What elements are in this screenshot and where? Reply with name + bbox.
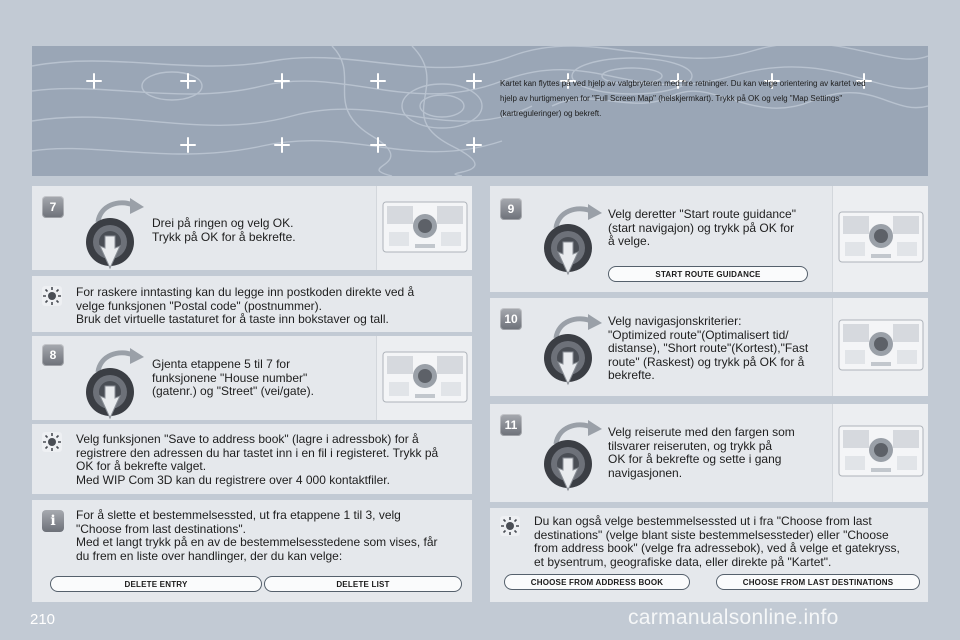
start-route-guidance-button[interactable]: START ROUTE GUIDANCE xyxy=(608,266,808,282)
step-7-text: Drei på ringen og velg OK. Trykk på OK for å bekrefte. xyxy=(152,216,296,244)
step-10-panel xyxy=(490,298,928,396)
head-unit-icon xyxy=(832,186,928,292)
step-10-text: Velg navigasjonskriterier: "Optimized route"(Optimalisert tid/ distanse), "Short route"(Kortest),"Fast route" (Raskest) og trykk på OK for å bekrefte. xyxy=(608,314,809,382)
info-icon: i xyxy=(42,510,64,532)
rotary-dial-icon xyxy=(536,308,616,388)
step-badge: 10 xyxy=(500,308,522,330)
step-badge: 11 xyxy=(500,414,522,436)
tip-postcode-panel xyxy=(32,276,472,332)
watermark: carmanualsonline.info xyxy=(628,606,839,629)
step-badge: 9 xyxy=(500,198,522,220)
step-7-panel xyxy=(32,186,472,270)
step-8-text: Gjenta etappene 5 til 7 for funksjonene "House number" (gatenr.) og "Street" (vei/gate). xyxy=(152,357,314,398)
head-unit-icon xyxy=(832,404,928,502)
map-note: Kartet kan flyttes på ved hjelp av valgbryteren med fire retninger. Du kan velge orientering av kartet ved hjelp av hurtigmenyen for "Full Screen Map" (helskjermkart). Trykk på OK og velg "Map Settings" (kartreguleringer) og bekreft. xyxy=(500,79,866,118)
rotary-dial-icon xyxy=(78,192,158,270)
head-unit-icon xyxy=(832,298,928,396)
head-unit-icon xyxy=(376,336,472,420)
rotary-dial-icon xyxy=(78,342,158,420)
step-9-text: Velg deretter "Start route guidance" (start navigajon) og trykk på OK for å velge. xyxy=(608,207,796,248)
choose-from-last-destinations-button[interactable]: CHOOSE FROM LAST DESTINATIONS xyxy=(716,574,920,590)
sun-tip-icon xyxy=(500,516,520,536)
delete-list-button[interactable]: DELETE LIST xyxy=(264,576,462,592)
info-delete-panel xyxy=(32,500,472,602)
rotary-dial-icon xyxy=(536,414,616,494)
head-unit-icon xyxy=(376,186,472,270)
sun-tip-icon xyxy=(42,432,62,452)
tip-choose-from-text: Du kan også velge bestemmelsessted ut i fra "Choose from last destinations" (velge blant siste bestemmelsessteder) eller "Choose from address book" (velge fra adressebok), ved å velge et gatekryss, et bysentrum, geografiske data, eller direkte på "Kartet". xyxy=(534,514,900,569)
tip-choose-from-panel xyxy=(490,508,928,602)
page-number: 210 xyxy=(30,611,56,628)
step-11-panel xyxy=(490,404,928,502)
sun-tip-icon xyxy=(42,286,62,306)
delete-entry-button[interactable]: DELETE ENTRY xyxy=(50,576,262,592)
tip-address-book-panel xyxy=(32,424,472,494)
rotary-dial-icon xyxy=(536,198,616,278)
step-badge: 8 xyxy=(42,344,64,366)
tip-address-book-text: Velg funksjonen "Save to address book" (lagre i adressbok) for å registrere den adressen du har tastet inn i en fil i registeret. Trykk på OK for å bekrefte valget. Med WIP Com 3D kan du registrere over 4 000 kontaktfiler. xyxy=(76,432,439,487)
step-11-text: Velg reiserute med den fargen som tilsvarer reiseruten, og trykk på OK for å bekrefte og sette i gang navigasjonen. xyxy=(608,425,795,480)
info-delete-text: For å slette et bestemmelsessted, ut fra etappene 1 til 3, velg "Choose from last destinations". Med et langt trykk på en av de bestemmelsesstedene som vises, får du frem en liste over handlinger, der du kan velge: xyxy=(76,508,438,563)
step-8-panel xyxy=(32,336,472,420)
tip-postcode-text: For raskere inntasting kan du legge inn postkoden direkte ved å velge funksjonen "Postal code" (postnummer). Bruk det virtuelle tastaturet for å taste inn bokstaver og tall. xyxy=(76,285,415,326)
step-badge: 7 xyxy=(42,196,64,218)
choose-from-address-book-button[interactable]: CHOOSE FROM ADDRESS BOOK xyxy=(504,574,690,590)
step-9-panel xyxy=(490,186,928,292)
